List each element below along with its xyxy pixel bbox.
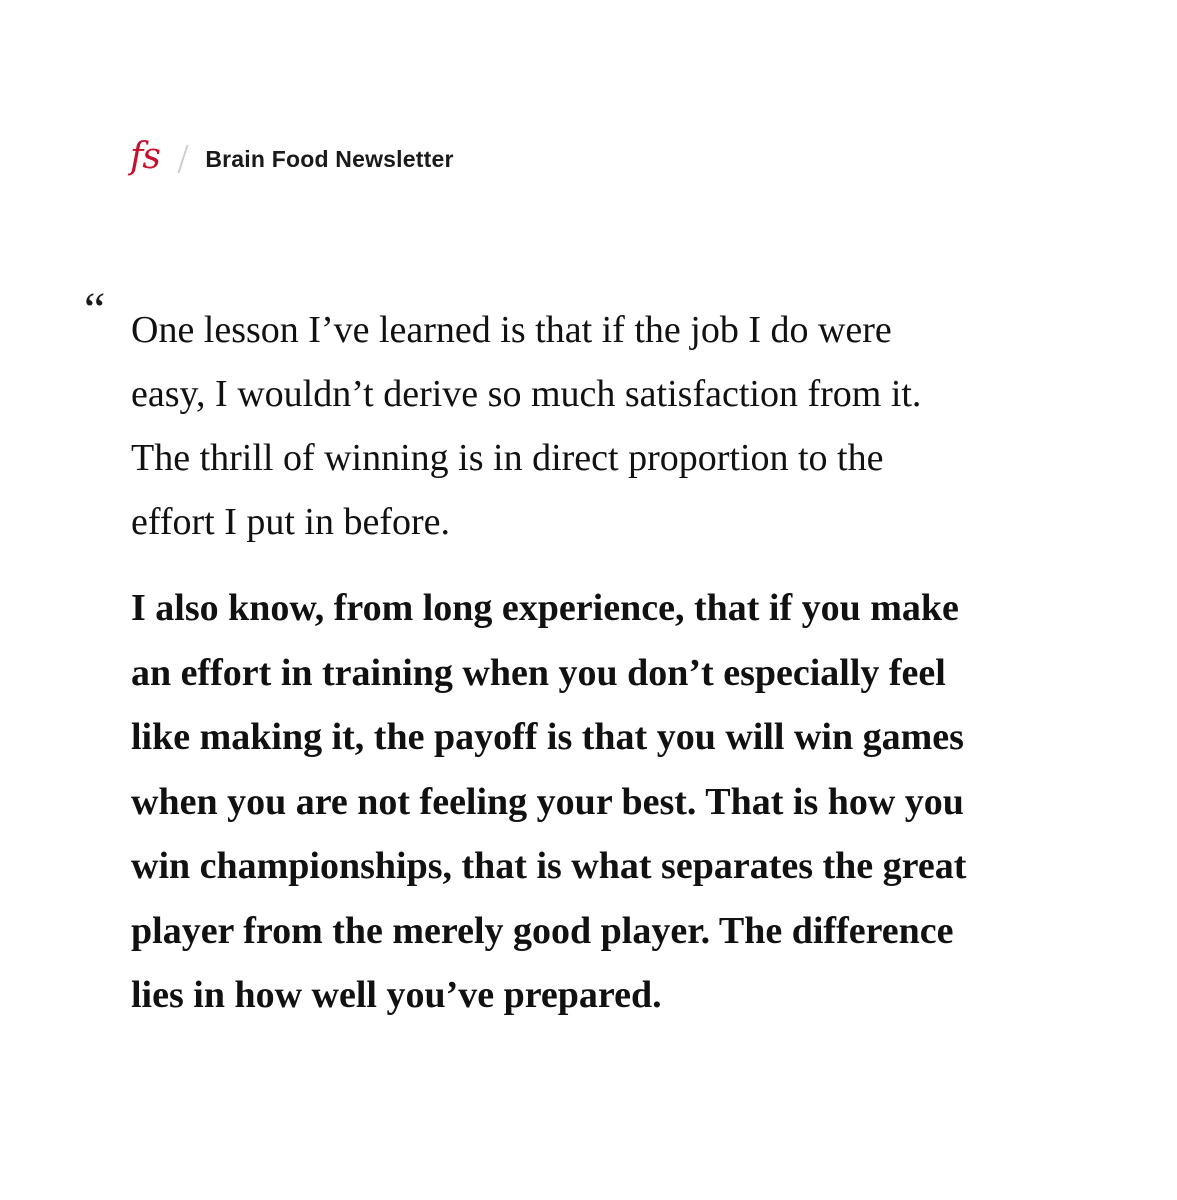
quote-block: [131, 298, 1131, 1028]
header: [130, 134, 454, 184]
header-title: Brain Food Newsletter: [205, 145, 454, 172]
open-quote-icon: “: [84, 283, 106, 336]
quote-paragraph-1: One lesson I’ve learned is that if the job I do were easy, I wouldn’t derive so much satisfaction from it. The thrill of winning is in direct proportion to the effort I put in before.: [131, 309, 922, 543]
fs-logo[interactable]: fs: [130, 136, 160, 177]
quote-paragraph-2: I also know, from long experience, that if you make an effort in training when you don’t especially feel like making it, the payoff is that you will win games when you are not feeling your best. That is how you win championships, that is what separates the great player from the merely good player. The difference lies in how well you’ve prepared.: [131, 587, 967, 1016]
header-divider: [177, 145, 188, 173]
